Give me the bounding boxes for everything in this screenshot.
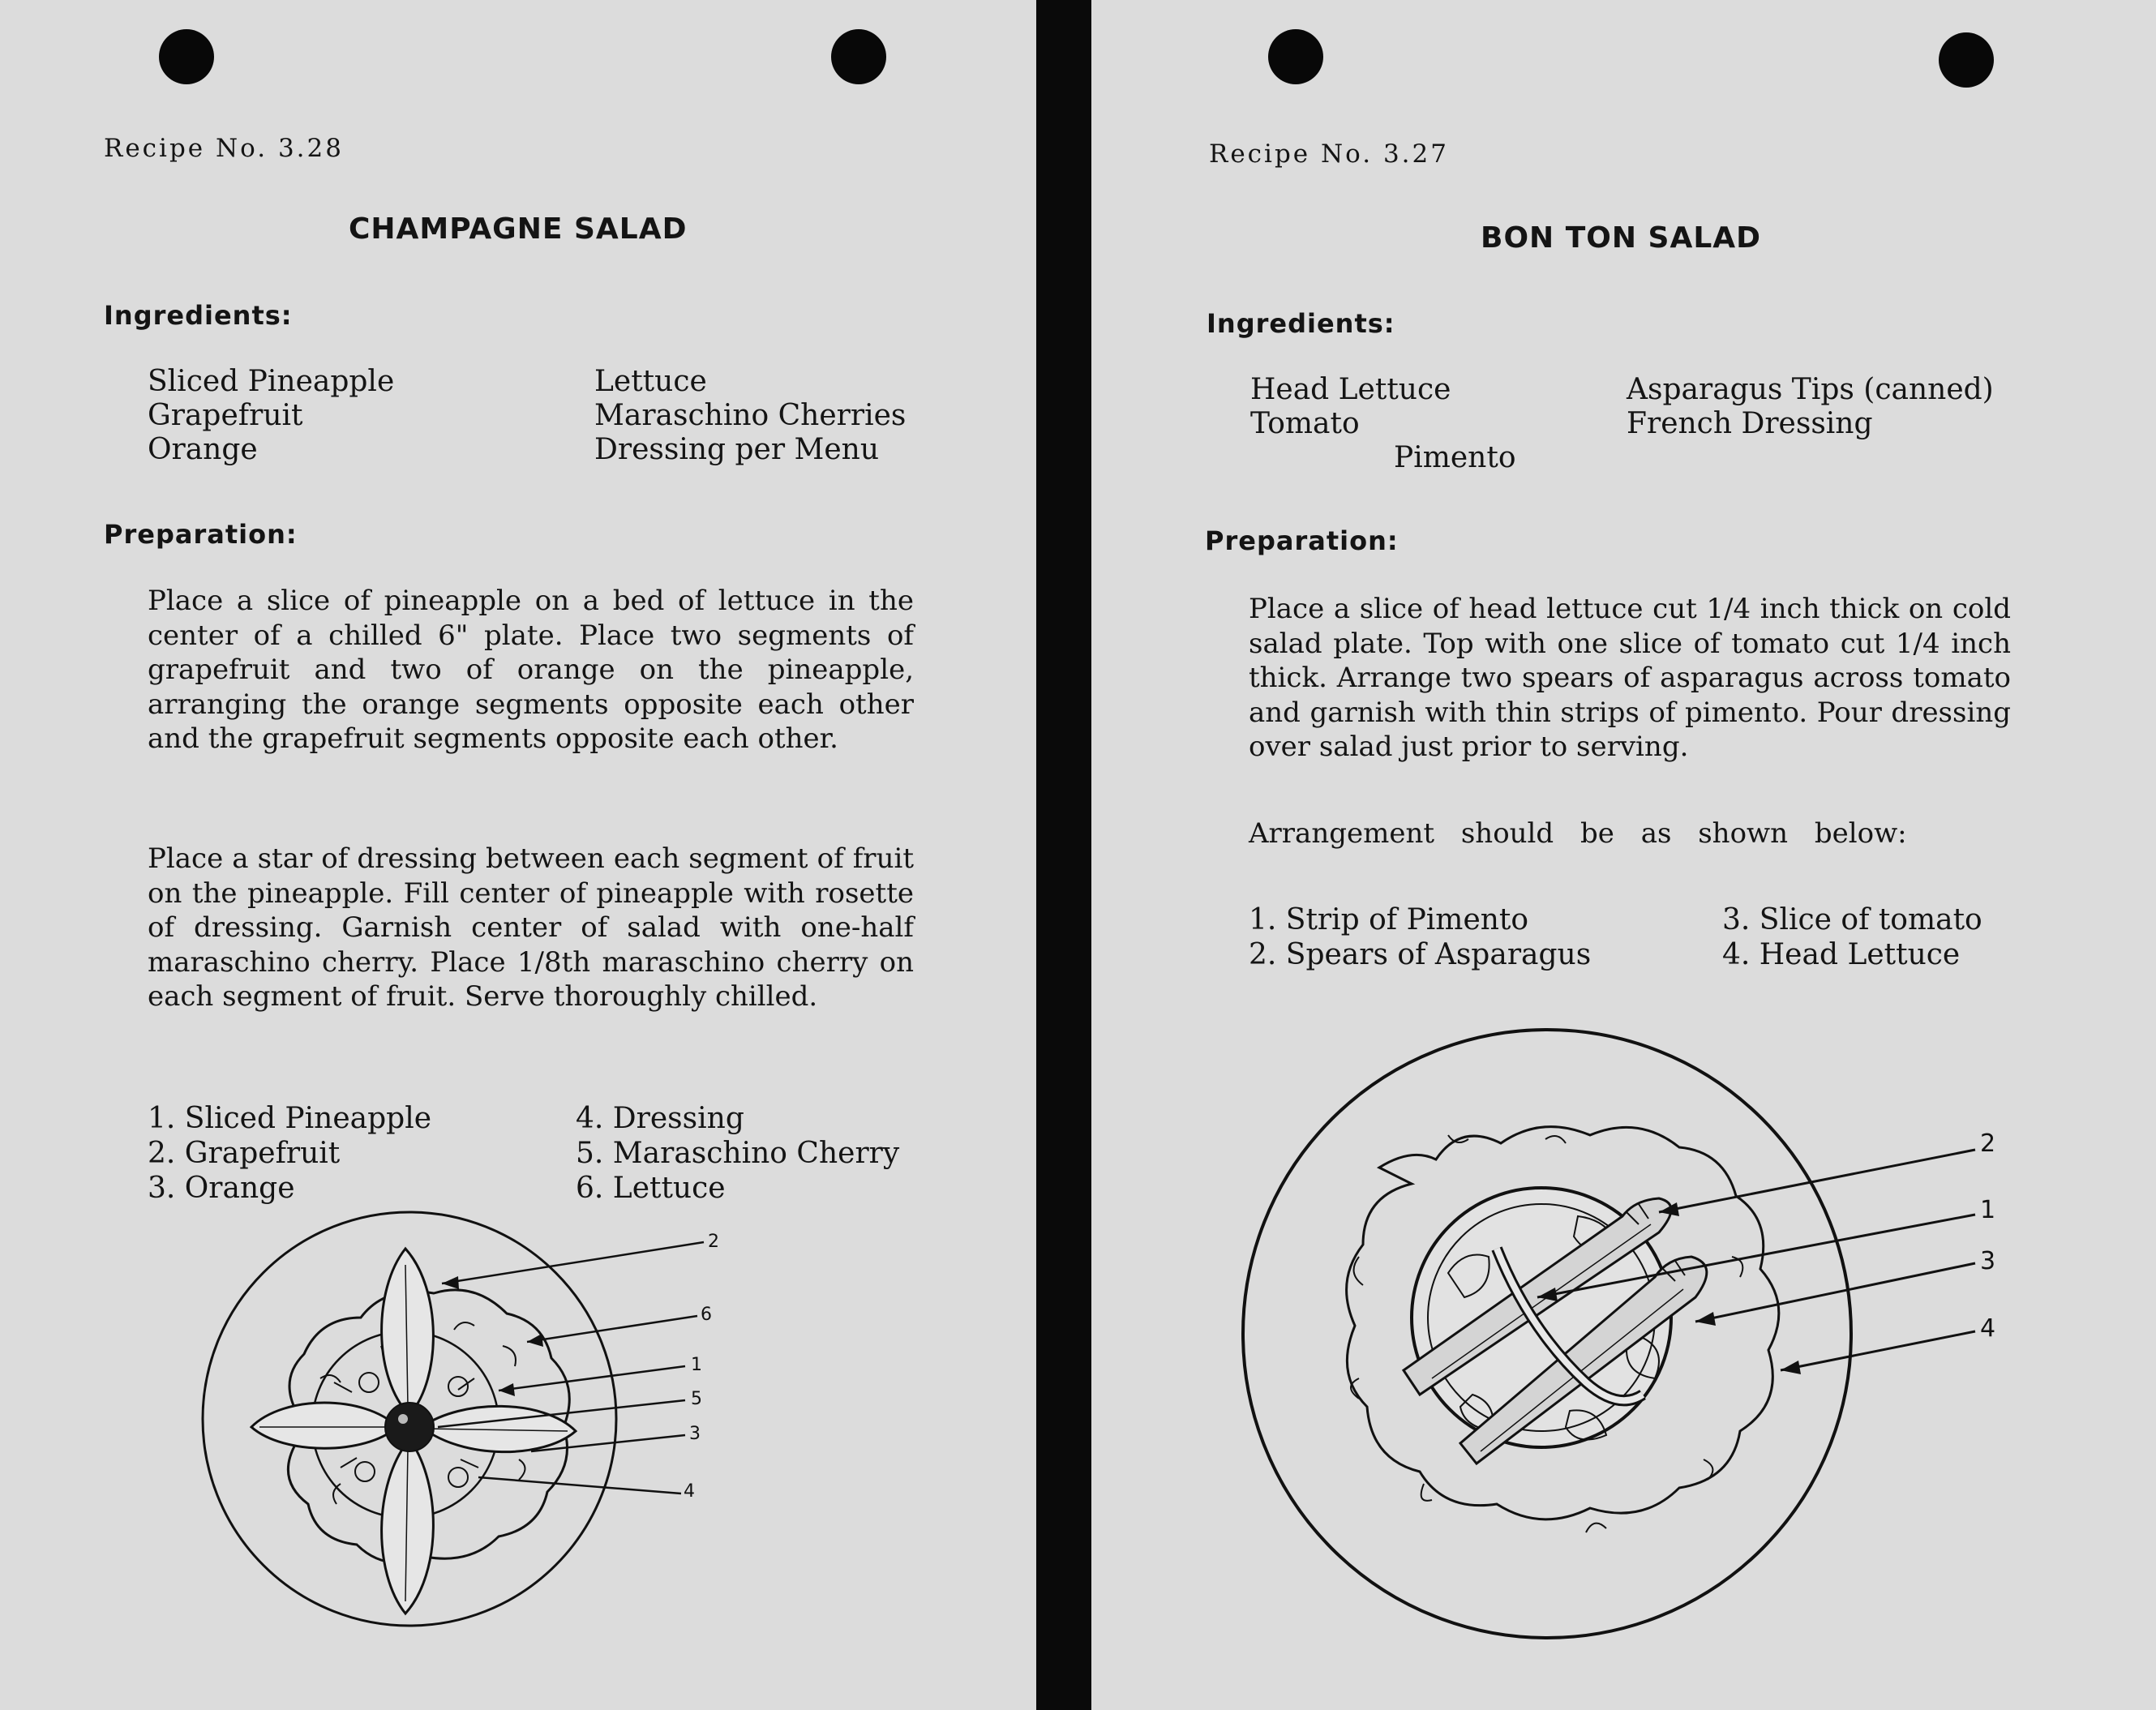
legend-item: 2. Grapefruit bbox=[148, 1137, 341, 1170]
ingredient-item: Asparagus Tips (canned) bbox=[1627, 373, 1994, 406]
diagram-label: 5 bbox=[691, 1389, 702, 1409]
legend-item: 3. Slice of tomato bbox=[1722, 903, 1982, 936]
ingredient-item: Sliced Pineapple bbox=[148, 365, 395, 398]
legend-item: 1. Sliced Pineapple bbox=[148, 1102, 432, 1135]
diagram-label: 2 bbox=[1980, 1129, 1996, 1158]
arrangement-instruction: Arrangement should be as shown below: bbox=[1249, 817, 1907, 850]
preparation-heading: Preparation: bbox=[1205, 525, 1399, 556]
preparation-paragraph: Place a slice of head lettuce cut 1/4 inch thick on cold salad plate. Top with one slice of tomato cut 1/4 inch thick. Arrange two spears of asparagus across tomato and garnish with thin strips of pimento. Pour dressing over salad just prior to serving. bbox=[1249, 593, 2011, 763]
diagram-label: 1 bbox=[1980, 1196, 1996, 1224]
ingredient-item: Dressing per Menu bbox=[594, 433, 880, 466]
ingredient-item: Maraschino Cherries bbox=[594, 399, 907, 432]
recipe-card-bon-ton-salad bbox=[1091, 0, 2156, 1710]
diagram-label: 4 bbox=[684, 1481, 695, 1502]
recipe-title: CHAMPAGNE SALAD bbox=[349, 212, 688, 246]
legend-item: 4. Head Lettuce bbox=[1722, 938, 1961, 971]
ingredients-heading: Ingredients: bbox=[104, 300, 293, 331]
diagram-label: 3 bbox=[1980, 1247, 1996, 1275]
legend-item: 1. Strip of Pimento bbox=[1249, 903, 1529, 936]
ingredient-item: French Dressing bbox=[1627, 407, 1873, 440]
diagram-label: 2 bbox=[708, 1232, 719, 1252]
preparation-paragraph-2: Place a star of dressing between each segment of fruit on the pineapple. Fill center of pineapple with rosette of dressing. Garnish center of salad with one-half maraschino cherry. Place 1/8th maraschino cherry on each segment of fruit. Serve thoroughly chilled. bbox=[148, 842, 914, 1013]
ingredient-item: Head Lettuce bbox=[1250, 373, 1451, 406]
ingredient-item: Tomato bbox=[1250, 407, 1360, 440]
diagram-label: 3 bbox=[689, 1424, 701, 1444]
recipe-number: Recipe No. 3.27 bbox=[1209, 139, 1449, 169]
recipe-number: Recipe No. 3.28 bbox=[104, 134, 344, 163]
legend-item: 5. Maraschino Cherry bbox=[576, 1137, 900, 1170]
diagram-label: 1 bbox=[691, 1355, 702, 1375]
ingredient-item: Grapefruit bbox=[148, 399, 303, 432]
diagram-label: 6 bbox=[701, 1305, 712, 1325]
legend-item: 4. Dressing bbox=[576, 1102, 744, 1135]
recipe-title: BON TON SALAD bbox=[1481, 221, 1761, 255]
ingredient-item: Orange bbox=[148, 433, 258, 466]
legend-item: 6. Lettuce bbox=[576, 1172, 726, 1205]
preparation-heading: Preparation: bbox=[104, 519, 298, 550]
preparation-paragraph-1: Place a slice of pineapple on a bed of lettuce in the center of a chilled 6" plate. Place two segments of grapefruit and two of orange on the pineapple, arranging the orange segments opposite each other and the grapefruit segments opposite each other. bbox=[148, 585, 914, 755]
diagram-label: 4 bbox=[1980, 1314, 1996, 1343]
legend-item: 2. Spears of Asparagus bbox=[1249, 938, 1592, 971]
champagne-salad-plate-illustration bbox=[0, 0, 1036, 1710]
ingredient-item-pimento: Pimento bbox=[1394, 441, 1516, 474]
bon-ton-salad-plate-illustration bbox=[1091, 0, 2156, 1710]
recipe-card-champagne-salad bbox=[0, 0, 1036, 1710]
legend-item: 3. Orange bbox=[148, 1172, 295, 1205]
ingredients-heading: Ingredients: bbox=[1207, 308, 1395, 339]
ingredient-item: Lettuce bbox=[594, 365, 707, 398]
